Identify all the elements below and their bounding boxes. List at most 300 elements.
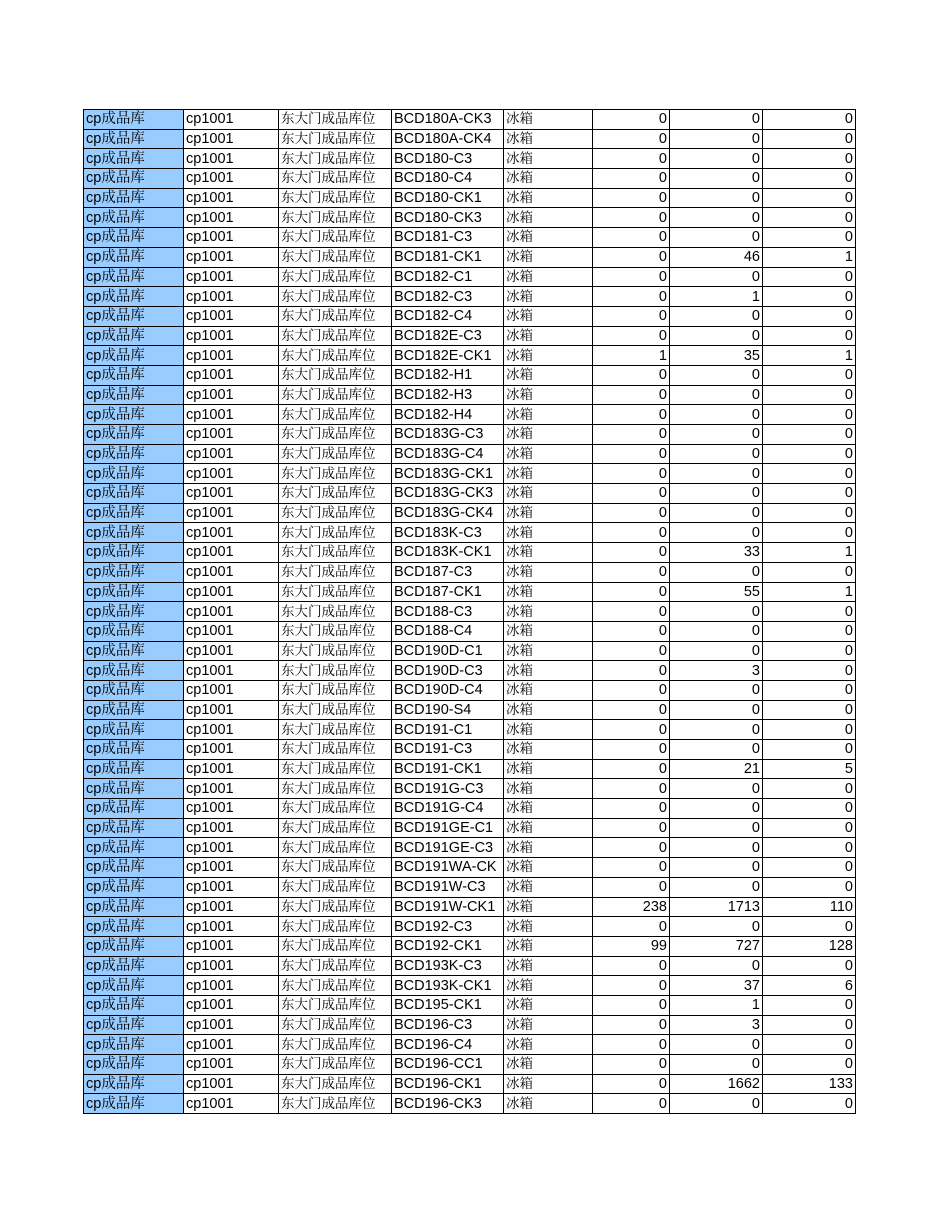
qty3-cell[interactable]: 0 <box>763 641 856 661</box>
warehouse-cell[interactable]: cp成品库 <box>84 976 184 996</box>
code-cell[interactable]: cp1001 <box>184 897 279 917</box>
code-cell[interactable]: cp1001 <box>184 1094 279 1114</box>
qty2-cell[interactable]: 0 <box>670 1055 763 1075</box>
category-cell[interactable]: 冰箱 <box>504 267 593 287</box>
warehouse-cell[interactable]: cp成品库 <box>84 1035 184 1055</box>
qty2-cell[interactable]: 0 <box>670 385 763 405</box>
qty3-cell[interactable]: 1 <box>763 543 856 563</box>
category-cell[interactable]: 冰箱 <box>504 720 593 740</box>
qty1-cell[interactable]: 0 <box>593 956 670 976</box>
qty1-cell[interactable]: 0 <box>593 562 670 582</box>
warehouse-cell[interactable]: cp成品库 <box>84 838 184 858</box>
category-cell[interactable]: 冰箱 <box>504 877 593 897</box>
qty1-cell[interactable]: 0 <box>593 720 670 740</box>
model-cell[interactable]: BCD196-CK1 <box>392 1074 504 1094</box>
category-cell[interactable]: 冰箱 <box>504 680 593 700</box>
model-cell[interactable]: BCD191-CK1 <box>392 759 504 779</box>
category-cell[interactable]: 冰箱 <box>504 208 593 228</box>
qty2-cell[interactable]: 0 <box>670 405 763 425</box>
qty2-cell[interactable]: 0 <box>670 700 763 720</box>
qty3-cell[interactable]: 1 <box>763 346 856 366</box>
qty3-cell[interactable]: 0 <box>763 326 856 346</box>
model-cell[interactable]: BCD182E-C3 <box>392 326 504 346</box>
location-cell[interactable]: 东大门成品库位 <box>279 641 392 661</box>
model-cell[interactable]: BCD191WA-CK <box>392 858 504 878</box>
model-cell[interactable]: BCD182-C4 <box>392 306 504 326</box>
location-cell[interactable]: 东大门成品库位 <box>279 346 392 366</box>
warehouse-cell[interactable]: cp成品库 <box>84 661 184 681</box>
category-cell[interactable]: 冰箱 <box>504 700 593 720</box>
qty1-cell[interactable]: 0 <box>593 740 670 760</box>
qty1-cell[interactable]: 0 <box>593 877 670 897</box>
code-cell[interactable]: cp1001 <box>184 936 279 956</box>
code-cell[interactable]: cp1001 <box>184 1055 279 1075</box>
qty1-cell[interactable]: 0 <box>593 779 670 799</box>
qty1-cell[interactable]: 0 <box>593 110 670 130</box>
warehouse-cell[interactable]: cp成品库 <box>84 208 184 228</box>
qty2-cell[interactable]: 0 <box>670 365 763 385</box>
qty2-cell[interactable]: 0 <box>670 326 763 346</box>
qty2-cell[interactable]: 21 <box>670 759 763 779</box>
category-cell[interactable]: 冰箱 <box>504 602 593 622</box>
location-cell[interactable]: 东大门成品库位 <box>279 267 392 287</box>
code-cell[interactable]: cp1001 <box>184 799 279 819</box>
location-cell[interactable]: 东大门成品库位 <box>279 425 392 445</box>
model-cell[interactable]: BCD180-C3 <box>392 149 504 169</box>
model-cell[interactable]: BCD191GE-C3 <box>392 838 504 858</box>
location-cell[interactable]: 东大门成品库位 <box>279 110 392 130</box>
warehouse-cell[interactable]: cp成品库 <box>84 1094 184 1114</box>
model-cell[interactable]: BCD183G-CK1 <box>392 464 504 484</box>
qty1-cell[interactable]: 0 <box>593 287 670 307</box>
code-cell[interactable]: cp1001 <box>184 641 279 661</box>
model-cell[interactable]: BCD196-CK3 <box>392 1094 504 1114</box>
location-cell[interactable]: 东大门成品库位 <box>279 503 392 523</box>
location-cell[interactable]: 东大门成品库位 <box>279 484 392 504</box>
code-cell[interactable]: cp1001 <box>184 700 279 720</box>
qty1-cell[interactable]: 0 <box>593 680 670 700</box>
qty3-cell[interactable]: 0 <box>763 700 856 720</box>
location-cell[interactable]: 东大门成品库位 <box>279 287 392 307</box>
model-cell[interactable]: BCD196-C3 <box>392 1015 504 1035</box>
warehouse-cell[interactable]: cp成品库 <box>84 720 184 740</box>
qty3-cell[interactable]: 5 <box>763 759 856 779</box>
qty1-cell[interactable]: 0 <box>593 543 670 563</box>
code-cell[interactable]: cp1001 <box>184 562 279 582</box>
qty1-cell[interactable]: 0 <box>593 641 670 661</box>
warehouse-cell[interactable]: cp成品库 <box>84 425 184 445</box>
warehouse-cell[interactable]: cp成品库 <box>84 818 184 838</box>
warehouse-cell[interactable]: cp成品库 <box>84 740 184 760</box>
code-cell[interactable]: cp1001 <box>184 720 279 740</box>
qty1-cell[interactable]: 99 <box>593 936 670 956</box>
category-cell[interactable]: 冰箱 <box>504 740 593 760</box>
code-cell[interactable]: cp1001 <box>184 129 279 149</box>
qty3-cell[interactable]: 0 <box>763 365 856 385</box>
warehouse-cell[interactable]: cp成品库 <box>84 995 184 1015</box>
model-cell[interactable]: BCD183G-CK4 <box>392 503 504 523</box>
location-cell[interactable]: 东大门成品库位 <box>279 385 392 405</box>
qty2-cell[interactable]: 0 <box>670 267 763 287</box>
qty2-cell[interactable]: 0 <box>670 1094 763 1114</box>
model-cell[interactable]: BCD183K-CK1 <box>392 543 504 563</box>
warehouse-cell[interactable]: cp成品库 <box>84 759 184 779</box>
category-cell[interactable]: 冰箱 <box>504 799 593 819</box>
code-cell[interactable]: cp1001 <box>184 917 279 937</box>
qty2-cell[interactable]: 0 <box>670 208 763 228</box>
model-cell[interactable]: BCD191G-C4 <box>392 799 504 819</box>
qty1-cell[interactable]: 0 <box>593 129 670 149</box>
location-cell[interactable]: 东大门成品库位 <box>279 740 392 760</box>
qty1-cell[interactable]: 0 <box>593 503 670 523</box>
qty1-cell[interactable]: 0 <box>593 267 670 287</box>
qty1-cell[interactable]: 0 <box>593 169 670 189</box>
location-cell[interactable]: 东大门成品库位 <box>279 365 392 385</box>
qty3-cell[interactable]: 0 <box>763 1015 856 1035</box>
category-cell[interactable]: 冰箱 <box>504 897 593 917</box>
qty1-cell[interactable]: 0 <box>593 917 670 937</box>
warehouse-cell[interactable]: cp成品库 <box>84 306 184 326</box>
model-cell[interactable]: BCD188-C4 <box>392 621 504 641</box>
model-cell[interactable]: BCD182-C3 <box>392 287 504 307</box>
category-cell[interactable]: 冰箱 <box>504 425 593 445</box>
qty1-cell[interactable]: 0 <box>593 188 670 208</box>
qty3-cell[interactable]: 1 <box>763 582 856 602</box>
qty3-cell[interactable]: 0 <box>763 799 856 819</box>
category-cell[interactable]: 冰箱 <box>504 661 593 681</box>
category-cell[interactable]: 冰箱 <box>504 464 593 484</box>
category-cell[interactable]: 冰箱 <box>504 247 593 267</box>
qty1-cell[interactable]: 0 <box>593 858 670 878</box>
category-cell[interactable]: 冰箱 <box>504 956 593 976</box>
location-cell[interactable]: 东大门成品库位 <box>279 464 392 484</box>
code-cell[interactable]: cp1001 <box>184 464 279 484</box>
warehouse-cell[interactable]: cp成品库 <box>84 680 184 700</box>
qty2-cell[interactable]: 0 <box>670 641 763 661</box>
qty3-cell[interactable]: 0 <box>763 287 856 307</box>
qty3-cell[interactable]: 0 <box>763 995 856 1015</box>
warehouse-cell[interactable]: cp成品库 <box>84 110 184 130</box>
category-cell[interactable]: 冰箱 <box>504 129 593 149</box>
model-cell[interactable]: BCD180A-CK3 <box>392 110 504 130</box>
category-cell[interactable]: 冰箱 <box>504 405 593 425</box>
qty1-cell[interactable]: 0 <box>593 1055 670 1075</box>
code-cell[interactable]: cp1001 <box>184 621 279 641</box>
location-cell[interactable]: 东大门成品库位 <box>279 208 392 228</box>
category-cell[interactable]: 冰箱 <box>504 779 593 799</box>
qty3-cell[interactable]: 0 <box>763 877 856 897</box>
location-cell[interactable]: 东大门成品库位 <box>279 680 392 700</box>
location-cell[interactable]: 东大门成品库位 <box>279 405 392 425</box>
model-cell[interactable]: BCD180-C4 <box>392 169 504 189</box>
warehouse-cell[interactable]: cp成品库 <box>84 1015 184 1035</box>
location-cell[interactable]: 东大门成品库位 <box>279 188 392 208</box>
qty2-cell[interactable]: 1 <box>670 995 763 1015</box>
qty3-cell[interactable]: 0 <box>763 425 856 445</box>
qty1-cell[interactable]: 0 <box>593 621 670 641</box>
category-cell[interactable]: 冰箱 <box>504 917 593 937</box>
model-cell[interactable]: BCD182-H1 <box>392 365 504 385</box>
qty1-cell[interactable]: 0 <box>593 208 670 228</box>
warehouse-cell[interactable]: cp成品库 <box>84 484 184 504</box>
warehouse-cell[interactable]: cp成品库 <box>84 365 184 385</box>
location-cell[interactable]: 东大门成品库位 <box>279 838 392 858</box>
qty3-cell[interactable]: 0 <box>763 1055 856 1075</box>
code-cell[interactable]: cp1001 <box>184 444 279 464</box>
qty3-cell[interactable]: 0 <box>763 956 856 976</box>
model-cell[interactable]: BCD187-C3 <box>392 562 504 582</box>
model-cell[interactable]: BCD182-H3 <box>392 385 504 405</box>
code-cell[interactable]: cp1001 <box>184 208 279 228</box>
model-cell[interactable]: BCD183G-C3 <box>392 425 504 445</box>
qty1-cell[interactable]: 238 <box>593 897 670 917</box>
location-cell[interactable]: 东大门成品库位 <box>279 858 392 878</box>
category-cell[interactable]: 冰箱 <box>504 641 593 661</box>
model-cell[interactable]: BCD187-CK1 <box>392 582 504 602</box>
qty2-cell[interactable]: 3 <box>670 661 763 681</box>
category-cell[interactable]: 冰箱 <box>504 838 593 858</box>
code-cell[interactable]: cp1001 <box>184 543 279 563</box>
location-cell[interactable]: 东大门成品库位 <box>279 779 392 799</box>
warehouse-cell[interactable]: cp成品库 <box>84 1074 184 1094</box>
qty3-cell[interactable]: 0 <box>763 503 856 523</box>
code-cell[interactable]: cp1001 <box>184 1074 279 1094</box>
qty3-cell[interactable]: 0 <box>763 523 856 543</box>
qty2-cell[interactable]: 3 <box>670 1015 763 1035</box>
qty1-cell[interactable]: 0 <box>593 444 670 464</box>
code-cell[interactable]: cp1001 <box>184 405 279 425</box>
code-cell[interactable]: cp1001 <box>184 523 279 543</box>
warehouse-cell[interactable]: cp成品库 <box>84 326 184 346</box>
qty3-cell[interactable]: 0 <box>763 169 856 189</box>
qty1-cell[interactable]: 0 <box>593 228 670 248</box>
warehouse-cell[interactable]: cp成品库 <box>84 267 184 287</box>
qty2-cell[interactable]: 0 <box>670 740 763 760</box>
category-cell[interactable]: 冰箱 <box>504 503 593 523</box>
qty2-cell[interactable]: 0 <box>670 680 763 700</box>
qty1-cell[interactable]: 0 <box>593 326 670 346</box>
category-cell[interactable]: 冰箱 <box>504 1094 593 1114</box>
model-cell[interactable]: BCD193K-C3 <box>392 956 504 976</box>
warehouse-cell[interactable]: cp成品库 <box>84 641 184 661</box>
qty3-cell[interactable]: 0 <box>763 484 856 504</box>
location-cell[interactable]: 东大门成品库位 <box>279 720 392 740</box>
category-cell[interactable]: 冰箱 <box>504 444 593 464</box>
qty1-cell[interactable]: 0 <box>593 1035 670 1055</box>
warehouse-cell[interactable]: cp成品库 <box>84 897 184 917</box>
location-cell[interactable]: 东大门成品库位 <box>279 1015 392 1035</box>
model-cell[interactable]: BCD182E-CK1 <box>392 346 504 366</box>
qty3-cell[interactable]: 1 <box>763 247 856 267</box>
location-cell[interactable]: 东大门成品库位 <box>279 1094 392 1114</box>
qty3-cell[interactable]: 0 <box>763 110 856 130</box>
model-cell[interactable]: BCD183G-C4 <box>392 444 504 464</box>
category-cell[interactable]: 冰箱 <box>504 995 593 1015</box>
code-cell[interactable]: cp1001 <box>184 385 279 405</box>
warehouse-cell[interactable]: cp成品库 <box>84 503 184 523</box>
qty3-cell[interactable]: 128 <box>763 936 856 956</box>
qty2-cell[interactable]: 0 <box>670 425 763 445</box>
qty1-cell[interactable]: 0 <box>593 582 670 602</box>
qty2-cell[interactable]: 33 <box>670 543 763 563</box>
qty2-cell[interactable]: 0 <box>670 523 763 543</box>
model-cell[interactable]: BCD180-CK3 <box>392 208 504 228</box>
code-cell[interactable]: cp1001 <box>184 759 279 779</box>
code-cell[interactable]: cp1001 <box>184 995 279 1015</box>
code-cell[interactable]: cp1001 <box>184 877 279 897</box>
qty2-cell[interactable]: 0 <box>670 129 763 149</box>
category-cell[interactable]: 冰箱 <box>504 936 593 956</box>
qty2-cell[interactable]: 0 <box>670 799 763 819</box>
category-cell[interactable]: 冰箱 <box>504 818 593 838</box>
warehouse-cell[interactable]: cp成品库 <box>84 129 184 149</box>
model-cell[interactable]: BCD181-CK1 <box>392 247 504 267</box>
qty1-cell[interactable]: 0 <box>593 1094 670 1114</box>
qty2-cell[interactable]: 0 <box>670 720 763 740</box>
category-cell[interactable]: 冰箱 <box>504 562 593 582</box>
location-cell[interactable]: 东大门成品库位 <box>279 995 392 1015</box>
warehouse-cell[interactable]: cp成品库 <box>84 385 184 405</box>
location-cell[interactable]: 东大门成品库位 <box>279 877 392 897</box>
model-cell[interactable]: BCD181-C3 <box>392 228 504 248</box>
code-cell[interactable]: cp1001 <box>184 838 279 858</box>
qty2-cell[interactable]: 0 <box>670 484 763 504</box>
model-cell[interactable]: BCD191G-C3 <box>392 779 504 799</box>
qty3-cell[interactable]: 0 <box>763 917 856 937</box>
qty3-cell[interactable]: 0 <box>763 818 856 838</box>
location-cell[interactable]: 东大门成品库位 <box>279 897 392 917</box>
code-cell[interactable]: cp1001 <box>184 976 279 996</box>
qty2-cell[interactable]: 0 <box>670 602 763 622</box>
code-cell[interactable]: cp1001 <box>184 858 279 878</box>
qty2-cell[interactable]: 0 <box>670 838 763 858</box>
location-cell[interactable]: 东大门成品库位 <box>279 149 392 169</box>
category-cell[interactable]: 冰箱 <box>504 188 593 208</box>
qty3-cell[interactable]: 0 <box>763 208 856 228</box>
qty2-cell[interactable]: 46 <box>670 247 763 267</box>
qty1-cell[interactable]: 0 <box>593 484 670 504</box>
location-cell[interactable]: 东大门成品库位 <box>279 543 392 563</box>
location-cell[interactable]: 东大门成品库位 <box>279 326 392 346</box>
qty2-cell[interactable]: 1713 <box>670 897 763 917</box>
model-cell[interactable]: BCD191GE-C1 <box>392 818 504 838</box>
qty3-cell[interactable]: 0 <box>763 306 856 326</box>
location-cell[interactable]: 东大门成品库位 <box>279 562 392 582</box>
qty1-cell[interactable]: 0 <box>593 976 670 996</box>
code-cell[interactable]: cp1001 <box>184 247 279 267</box>
qty2-cell[interactable]: 0 <box>670 858 763 878</box>
category-cell[interactable]: 冰箱 <box>504 582 593 602</box>
code-cell[interactable]: cp1001 <box>184 680 279 700</box>
qty2-cell[interactable]: 0 <box>670 110 763 130</box>
qty1-cell[interactable]: 0 <box>593 1015 670 1035</box>
qty3-cell[interactable]: 6 <box>763 976 856 996</box>
qty1-cell[interactable]: 0 <box>593 799 670 819</box>
qty3-cell[interactable]: 0 <box>763 1035 856 1055</box>
qty1-cell[interactable]: 0 <box>593 247 670 267</box>
code-cell[interactable]: cp1001 <box>184 425 279 445</box>
warehouse-cell[interactable]: cp成品库 <box>84 247 184 267</box>
model-cell[interactable]: BCD183K-C3 <box>392 523 504 543</box>
qty3-cell[interactable]: 0 <box>763 267 856 287</box>
location-cell[interactable]: 东大门成品库位 <box>279 917 392 937</box>
qty2-cell[interactable]: 1 <box>670 287 763 307</box>
qty2-cell[interactable]: 0 <box>670 464 763 484</box>
warehouse-cell[interactable]: cp成品库 <box>84 188 184 208</box>
model-cell[interactable]: BCD193K-CK1 <box>392 976 504 996</box>
category-cell[interactable]: 冰箱 <box>504 1015 593 1035</box>
qty1-cell[interactable]: 0 <box>593 149 670 169</box>
code-cell[interactable]: cp1001 <box>184 228 279 248</box>
qty2-cell[interactable]: 0 <box>670 917 763 937</box>
model-cell[interactable]: BCD192-CK1 <box>392 936 504 956</box>
code-cell[interactable]: cp1001 <box>184 484 279 504</box>
code-cell[interactable]: cp1001 <box>184 267 279 287</box>
category-cell[interactable]: 冰箱 <box>504 621 593 641</box>
warehouse-cell[interactable]: cp成品库 <box>84 582 184 602</box>
code-cell[interactable]: cp1001 <box>184 365 279 385</box>
qty3-cell[interactable]: 0 <box>763 680 856 700</box>
code-cell[interactable]: cp1001 <box>184 188 279 208</box>
qty2-cell[interactable]: 727 <box>670 936 763 956</box>
model-cell[interactable]: BCD183G-CK3 <box>392 484 504 504</box>
warehouse-cell[interactable]: cp成品库 <box>84 936 184 956</box>
qty3-cell[interactable]: 0 <box>763 149 856 169</box>
model-cell[interactable]: BCD188-C3 <box>392 602 504 622</box>
qty2-cell[interactable]: 35 <box>670 346 763 366</box>
location-cell[interactable]: 东大门成品库位 <box>279 523 392 543</box>
warehouse-cell[interactable]: cp成品库 <box>84 779 184 799</box>
warehouse-cell[interactable]: cp成品库 <box>84 523 184 543</box>
location-cell[interactable]: 东大门成品库位 <box>279 799 392 819</box>
qty2-cell[interactable]: 0 <box>670 306 763 326</box>
code-cell[interactable]: cp1001 <box>184 1015 279 1035</box>
code-cell[interactable]: cp1001 <box>184 1035 279 1055</box>
model-cell[interactable]: BCD195-CK1 <box>392 995 504 1015</box>
model-cell[interactable]: BCD190D-C3 <box>392 661 504 681</box>
qty2-cell[interactable]: 0 <box>670 149 763 169</box>
qty3-cell[interactable]: 0 <box>763 385 856 405</box>
qty3-cell[interactable]: 0 <box>763 444 856 464</box>
warehouse-cell[interactable]: cp成品库 <box>84 287 184 307</box>
qty1-cell[interactable]: 1 <box>593 346 670 366</box>
qty2-cell[interactable]: 0 <box>670 188 763 208</box>
category-cell[interactable]: 冰箱 <box>504 169 593 189</box>
qty3-cell[interactable]: 0 <box>763 405 856 425</box>
qty2-cell[interactable]: 0 <box>670 444 763 464</box>
location-cell[interactable]: 东大门成品库位 <box>279 976 392 996</box>
qty3-cell[interactable]: 0 <box>763 129 856 149</box>
qty1-cell[interactable]: 0 <box>593 425 670 445</box>
location-cell[interactable]: 东大门成品库位 <box>279 700 392 720</box>
category-cell[interactable]: 冰箱 <box>504 484 593 504</box>
warehouse-cell[interactable]: cp成品库 <box>84 346 184 366</box>
qty2-cell[interactable]: 0 <box>670 779 763 799</box>
qty3-cell[interactable]: 0 <box>763 188 856 208</box>
code-cell[interactable]: cp1001 <box>184 956 279 976</box>
code-cell[interactable]: cp1001 <box>184 818 279 838</box>
qty3-cell[interactable]: 0 <box>763 838 856 858</box>
code-cell[interactable]: cp1001 <box>184 503 279 523</box>
qty2-cell[interactable]: 0 <box>670 503 763 523</box>
code-cell[interactable]: cp1001 <box>184 740 279 760</box>
code-cell[interactable]: cp1001 <box>184 149 279 169</box>
model-cell[interactable]: BCD182-H4 <box>392 405 504 425</box>
qty2-cell[interactable]: 1662 <box>670 1074 763 1094</box>
qty3-cell[interactable]: 0 <box>763 858 856 878</box>
location-cell[interactable]: 东大门成品库位 <box>279 129 392 149</box>
category-cell[interactable]: 冰箱 <box>504 326 593 346</box>
